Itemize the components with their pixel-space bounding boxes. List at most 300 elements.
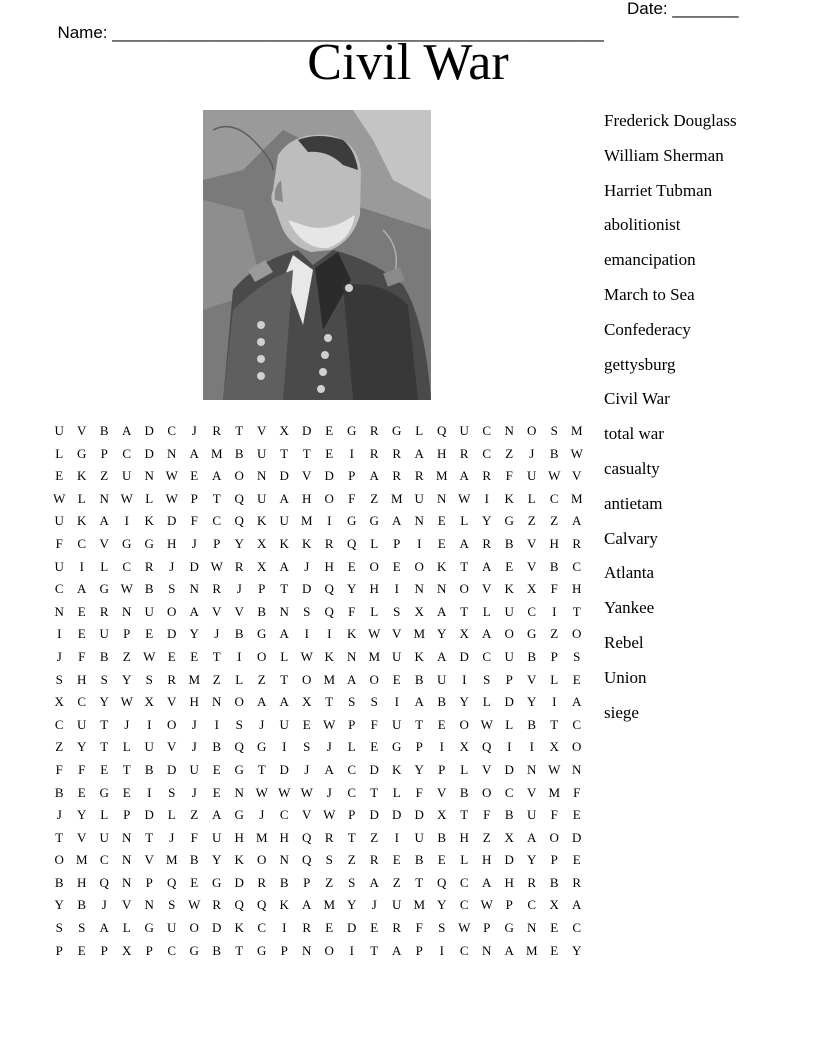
grid-letter: S bbox=[348, 874, 356, 890]
grid-letter: J bbox=[326, 739, 332, 755]
grid-letter: T bbox=[415, 874, 424, 890]
grid-letter: G bbox=[212, 874, 222, 890]
grid-letter: G bbox=[392, 739, 402, 755]
word-list-item: antietam bbox=[604, 493, 663, 513]
grid-letter: F bbox=[348, 603, 356, 619]
grid-letter: A bbox=[392, 513, 402, 529]
grid-letter: L bbox=[280, 648, 289, 664]
grid-letter: V bbox=[527, 784, 537, 800]
grid-letter: A bbox=[459, 535, 469, 551]
grid-letter: Z bbox=[212, 671, 221, 687]
grid-letter: Q bbox=[234, 513, 244, 529]
grid-row bbox=[48, 782, 588, 805]
grid-letter: U bbox=[459, 423, 469, 438]
grid-letter: U bbox=[437, 671, 447, 687]
grid-letter: R bbox=[302, 920, 312, 936]
grid-letter: R bbox=[392, 920, 402, 936]
word-list-item: Civil War bbox=[604, 389, 670, 409]
grid-letter: B bbox=[189, 852, 199, 868]
word-list-item: casualty bbox=[604, 458, 660, 478]
grid-letter: T bbox=[347, 829, 356, 845]
grid-letter: B bbox=[437, 829, 447, 845]
grid-letter: U bbox=[527, 807, 537, 823]
grid-letter: C bbox=[459, 942, 469, 958]
grid-letter: A bbox=[279, 558, 289, 574]
grid-letter: P bbox=[258, 581, 266, 597]
grid-letter: J bbox=[191, 423, 197, 438]
grid-row bbox=[48, 894, 588, 917]
grid-letter: W bbox=[323, 807, 336, 823]
grid-letter: F bbox=[190, 829, 198, 845]
grid-letter: U bbox=[279, 716, 289, 732]
grid-letter: V bbox=[212, 603, 222, 619]
grid-letter: D bbox=[369, 761, 379, 777]
grid-letter: E bbox=[167, 648, 176, 664]
grid-letter: O bbox=[369, 558, 379, 574]
grid-letter: A bbox=[99, 513, 109, 529]
grid-letter: R bbox=[527, 874, 537, 890]
grid-letter: T bbox=[122, 761, 131, 777]
grid-letter: X bbox=[549, 739, 559, 755]
grid-letter: I bbox=[79, 558, 84, 574]
grid-row bbox=[48, 714, 588, 737]
grid-letter: A bbox=[482, 626, 492, 642]
grid-letter: G bbox=[347, 513, 357, 529]
grid-letter: A bbox=[414, 445, 424, 461]
grid-letter: Z bbox=[527, 513, 536, 529]
grid-letter: I bbox=[282, 920, 287, 936]
grid-letter: D bbox=[189, 558, 199, 574]
grid-letter: R bbox=[392, 468, 402, 484]
grid-letter: U bbox=[392, 648, 402, 664]
grid-letter: A bbox=[527, 829, 537, 845]
grid-letter: H bbox=[459, 829, 469, 845]
grid-letter: R bbox=[324, 535, 334, 551]
grid-letter: B bbox=[279, 874, 289, 890]
grid-letter: N bbox=[167, 445, 177, 461]
grid-letter: I bbox=[214, 716, 219, 732]
grid-letter: E bbox=[190, 648, 199, 664]
grid-letter: R bbox=[414, 468, 424, 484]
grid-letter: W bbox=[458, 920, 471, 936]
grid-letter: R bbox=[369, 852, 379, 868]
grid-letter: Y bbox=[122, 671, 132, 687]
grid-letter: Y bbox=[437, 626, 447, 642]
grid-letter: R bbox=[572, 535, 582, 551]
grid-letter: A bbox=[572, 897, 582, 913]
word-list-item: Confederacy bbox=[604, 319, 691, 339]
grid-letter: G bbox=[144, 535, 154, 551]
grid-letter: F bbox=[505, 468, 513, 484]
grid-letter: L bbox=[505, 716, 514, 732]
grid-letter: S bbox=[55, 671, 63, 687]
grid-letter: G bbox=[392, 423, 402, 438]
grid-letter: Q bbox=[324, 603, 334, 619]
grid-row bbox=[48, 849, 588, 872]
word-list-item: Atlanta bbox=[604, 563, 655, 583]
grid-letter: B bbox=[212, 942, 222, 958]
grid-letter: W bbox=[458, 490, 471, 506]
grid-row bbox=[48, 443, 588, 466]
grid-letter: Z bbox=[482, 829, 491, 845]
grid-letter: F bbox=[415, 920, 423, 936]
grid-letter: Q bbox=[302, 829, 312, 845]
grid-letter: P bbox=[505, 671, 513, 687]
word-list-item: Harriet Tubman bbox=[604, 180, 713, 200]
grid-letter: G bbox=[99, 784, 109, 800]
grid-letter: E bbox=[122, 784, 131, 800]
grid-letter: T bbox=[415, 716, 424, 732]
grid-letter: X bbox=[122, 942, 132, 958]
grid-letter: H bbox=[77, 874, 87, 890]
grid-letter: C bbox=[279, 807, 289, 823]
grid-letter: D bbox=[144, 423, 154, 438]
grid-letter: B bbox=[144, 761, 154, 777]
grid-letter: W bbox=[323, 716, 336, 732]
grid-letter: W bbox=[255, 784, 268, 800]
grid-letter: Q bbox=[234, 490, 244, 506]
grid-letter: N bbox=[302, 942, 312, 958]
grid-letter: Z bbox=[505, 445, 514, 461]
grid-letter: Q bbox=[482, 739, 492, 755]
grid-letter: A bbox=[369, 874, 379, 890]
grid-letter: Y bbox=[54, 897, 64, 913]
grid-letter: I bbox=[282, 739, 287, 755]
grid-letter: R bbox=[392, 445, 402, 461]
grid-letter: L bbox=[122, 739, 131, 755]
grid-letter: S bbox=[303, 739, 311, 755]
grid-letter: O bbox=[572, 626, 582, 642]
grid-letter: N bbox=[122, 874, 132, 890]
grid-letter: A bbox=[279, 626, 289, 642]
grid-letter: R bbox=[369, 423, 379, 438]
grid-letter: N bbox=[527, 761, 537, 777]
grid-letter: X bbox=[459, 626, 469, 642]
grid-letter: R bbox=[459, 445, 469, 461]
grid-letter: J bbox=[259, 716, 265, 732]
grid-letter: T bbox=[460, 603, 469, 619]
grid-letter: T bbox=[55, 829, 64, 845]
grid-letter: E bbox=[437, 535, 446, 551]
grid-letter: P bbox=[213, 535, 221, 551]
grid-letter: N bbox=[234, 784, 244, 800]
grid-letter: K bbox=[392, 761, 402, 777]
grid-letter: Y bbox=[212, 852, 222, 868]
grid-letter: U bbox=[504, 603, 514, 619]
grid-letter: G bbox=[257, 739, 267, 755]
grid-letter: N bbox=[527, 920, 537, 936]
grid-letter: S bbox=[168, 784, 176, 800]
grid-letter: E bbox=[325, 920, 334, 936]
grid-letter: U bbox=[54, 558, 64, 574]
grid-letter: C bbox=[167, 423, 177, 438]
grid-letter: Q bbox=[99, 874, 109, 890]
grid-letter: O bbox=[189, 920, 199, 936]
grid-letter: C bbox=[122, 558, 132, 574]
grid-letter: I bbox=[439, 739, 444, 755]
grid-letter: V bbox=[527, 671, 537, 687]
grid-letter: A bbox=[572, 694, 582, 710]
grid-letter: B bbox=[234, 445, 244, 461]
grid-letter: H bbox=[234, 829, 244, 845]
grid-letter: I bbox=[484, 490, 489, 506]
grid-letter: T bbox=[235, 942, 244, 958]
grid-letter: R bbox=[99, 603, 109, 619]
grid-letter: R bbox=[572, 874, 582, 890]
grid-letter: O bbox=[324, 490, 334, 506]
grid-row bbox=[48, 736, 588, 759]
grid-letter: C bbox=[572, 558, 582, 574]
grid-letter: B bbox=[504, 535, 514, 551]
grid-letter: D bbox=[144, 807, 154, 823]
grid-letter: S bbox=[78, 920, 86, 936]
grid-letter: A bbox=[212, 468, 222, 484]
grid-letter: E bbox=[55, 468, 64, 484]
grid-letter: K bbox=[347, 626, 357, 642]
grid-letter: O bbox=[369, 671, 379, 687]
grid-letter: V bbox=[527, 558, 537, 574]
grid-letter: L bbox=[235, 671, 244, 687]
grid-letter: K bbox=[504, 490, 514, 506]
grid-letter: C bbox=[504, 784, 514, 800]
grid-letter: T bbox=[325, 694, 334, 710]
grid-letter: N bbox=[347, 648, 357, 664]
grid-letter: L bbox=[482, 603, 491, 619]
grid-letter: W bbox=[548, 468, 561, 484]
word-list-item: Union bbox=[604, 667, 647, 687]
grid-letter: T bbox=[550, 716, 559, 732]
grid-row bbox=[48, 804, 588, 827]
grid-letter: B bbox=[99, 423, 109, 438]
grid-letter: I bbox=[304, 626, 309, 642]
grid-letter: P bbox=[348, 807, 356, 823]
header-line bbox=[48, 0, 748, 42]
grid-letter: J bbox=[56, 648, 62, 664]
grid-letter: J bbox=[304, 558, 310, 574]
grid-letter: I bbox=[327, 513, 332, 529]
grid-letter: C bbox=[54, 581, 64, 597]
grid-letter: S bbox=[325, 852, 333, 868]
grid-letter: Z bbox=[370, 490, 379, 506]
grid-letter: E bbox=[505, 558, 514, 574]
name-field-label: Name: ____________________________________________________ bbox=[57, 23, 604, 42]
grid-letter: A bbox=[77, 581, 87, 597]
grid-letter: L bbox=[550, 671, 559, 687]
grid-letter: F bbox=[78, 648, 86, 664]
grid-letter: L bbox=[347, 739, 356, 755]
grid-letter: A bbox=[572, 513, 582, 529]
grid-letter: D bbox=[414, 807, 424, 823]
grid-letter: R bbox=[257, 874, 267, 890]
grid-row bbox=[48, 420, 588, 443]
grid-letter: K bbox=[414, 648, 424, 664]
grid-letter: P bbox=[550, 648, 558, 664]
grid-letter: X bbox=[504, 829, 514, 845]
grid-letter: F bbox=[55, 761, 63, 777]
grid-letter: E bbox=[347, 558, 356, 574]
grid-letter: Y bbox=[527, 694, 537, 710]
grid-letter: P bbox=[348, 716, 356, 732]
grid-letter: C bbox=[77, 535, 87, 551]
grid-letter: L bbox=[122, 920, 131, 936]
grid-letter: F bbox=[573, 784, 581, 800]
grid-letter: E bbox=[550, 920, 559, 936]
grid-letter: A bbox=[122, 423, 132, 438]
grid-letter: X bbox=[437, 807, 447, 823]
grid-letter: Y bbox=[77, 807, 87, 823]
grid-letter: C bbox=[257, 920, 267, 936]
grid-letter: Z bbox=[347, 852, 356, 868]
grid-letter: W bbox=[300, 784, 313, 800]
grid-letter: J bbox=[56, 807, 62, 823]
grid-letter: J bbox=[214, 626, 220, 642]
grid-letter: I bbox=[394, 829, 399, 845]
grid-letter: O bbox=[572, 739, 582, 755]
grid-letter: Z bbox=[190, 807, 199, 823]
grid-letter: J bbox=[529, 445, 535, 461]
grid-letter: V bbox=[527, 535, 537, 551]
grid-letter: L bbox=[460, 513, 469, 529]
grid-letter: C bbox=[482, 445, 492, 461]
grid-letter: U bbox=[392, 716, 402, 732]
grid-letter: X bbox=[257, 535, 267, 551]
grid-letter: E bbox=[392, 558, 401, 574]
grid-letter: T bbox=[280, 671, 289, 687]
grid-row bbox=[48, 488, 588, 511]
grid-letter: Q bbox=[347, 535, 357, 551]
grid-letter: D bbox=[279, 468, 289, 484]
grid-letter: S bbox=[483, 671, 491, 687]
grid-letter: E bbox=[145, 626, 154, 642]
word-list-item: gettysburg bbox=[604, 354, 676, 374]
grid-letter: D bbox=[392, 807, 402, 823]
grid-letter: W bbox=[368, 626, 381, 642]
grid-letter: V bbox=[234, 603, 244, 619]
grid-letter: N bbox=[482, 942, 492, 958]
word-list-item: Rebel bbox=[604, 632, 644, 652]
grid-letter: U bbox=[279, 513, 289, 529]
grid-letter: N bbox=[414, 513, 424, 529]
grid-letter: O bbox=[324, 942, 334, 958]
grid-letter: D bbox=[167, 626, 177, 642]
word-list-item: William Sherman bbox=[604, 145, 724, 165]
grid-letter: V bbox=[572, 468, 582, 484]
grid-letter: W bbox=[548, 761, 561, 777]
grid-letter: Z bbox=[550, 626, 559, 642]
grid-letter: N bbox=[144, 897, 154, 913]
grid-letter: F bbox=[550, 807, 558, 823]
grid-letter: B bbox=[234, 626, 244, 642]
grid-letter: P bbox=[123, 807, 131, 823]
grid-letter: Y bbox=[347, 581, 357, 597]
grid-letter: K bbox=[144, 513, 154, 529]
grid-letter: U bbox=[167, 920, 177, 936]
grid-letter: E bbox=[437, 716, 446, 732]
grid-row bbox=[48, 940, 588, 963]
word-list-item: Frederick Douglass bbox=[604, 111, 737, 130]
grid-letter: R bbox=[234, 558, 244, 574]
grid-letter: E bbox=[302, 716, 311, 732]
grid-letter: S bbox=[55, 920, 63, 936]
grid-letter: N bbox=[144, 468, 154, 484]
grid-letter: Y bbox=[437, 897, 447, 913]
grid-letter: P bbox=[123, 626, 131, 642]
grid-letter: Q bbox=[437, 423, 447, 438]
grid-letter: Q bbox=[437, 874, 447, 890]
grid-letter: M bbox=[435, 468, 448, 484]
grid-letter: M bbox=[323, 897, 336, 913]
grid-letter: X bbox=[257, 558, 267, 574]
grid-letter: Q bbox=[234, 739, 244, 755]
grid-letter: C bbox=[482, 423, 492, 438]
grid-letter: J bbox=[101, 897, 107, 913]
grid-letter: B bbox=[212, 739, 222, 755]
grid-letter: C bbox=[54, 716, 64, 732]
grid-letter: W bbox=[278, 784, 291, 800]
grid-letter: K bbox=[234, 920, 244, 936]
grid-letter: T bbox=[145, 829, 154, 845]
grid-letter: N bbox=[279, 852, 289, 868]
grid-letter: C bbox=[482, 648, 492, 664]
grid-letter: A bbox=[482, 558, 492, 574]
grid-letter: V bbox=[122, 897, 132, 913]
grid-letter: A bbox=[392, 942, 402, 958]
grid-letter: G bbox=[122, 535, 132, 551]
grid-letter: Y bbox=[572, 942, 582, 958]
grid-letter: A bbox=[324, 761, 334, 777]
grid-letter: X bbox=[144, 694, 154, 710]
grid-letter: E bbox=[77, 626, 86, 642]
grid-letter: B bbox=[527, 716, 537, 732]
grid-letter: T bbox=[280, 581, 289, 597]
grid-letter: V bbox=[482, 761, 492, 777]
grid-letter: I bbox=[147, 716, 152, 732]
grid-letter: V bbox=[99, 535, 109, 551]
grid-letter: H bbox=[189, 694, 199, 710]
grid-letter: E bbox=[212, 784, 221, 800]
grid-letter: O bbox=[54, 852, 64, 868]
grid-letter: Y bbox=[459, 694, 469, 710]
grid-letter: I bbox=[57, 626, 62, 642]
word-list bbox=[604, 109, 804, 735]
grid-letter: S bbox=[168, 581, 176, 597]
grid-letter: V bbox=[167, 694, 177, 710]
grid-letter: U bbox=[99, 829, 109, 845]
grid-letter: S bbox=[235, 716, 243, 732]
grid-letter: G bbox=[347, 423, 357, 438]
grid-letter: H bbox=[437, 445, 447, 461]
grid-letter: I bbox=[552, 694, 557, 710]
grid-letter: T bbox=[280, 445, 289, 461]
grid-letter: P bbox=[145, 942, 153, 958]
page-title: Civil War bbox=[307, 34, 509, 91]
grid-letter: O bbox=[234, 468, 244, 484]
grid-letter: U bbox=[414, 490, 424, 506]
grid-letter: M bbox=[210, 445, 223, 461]
grid-letter: P bbox=[550, 852, 558, 868]
grid-letter: K bbox=[504, 581, 514, 597]
grid-letter: G bbox=[99, 581, 109, 597]
grid-letter: O bbox=[527, 423, 537, 438]
grid-letter: N bbox=[414, 581, 424, 597]
word-list-item: total war bbox=[604, 424, 664, 444]
grid-letter: Y bbox=[527, 852, 537, 868]
grid-letter: O bbox=[167, 716, 177, 732]
grid-letter: W bbox=[143, 648, 156, 664]
grid-letter: I bbox=[327, 626, 332, 642]
word-list-item: Calvary bbox=[604, 528, 658, 548]
grid-letter: Z bbox=[257, 671, 266, 687]
